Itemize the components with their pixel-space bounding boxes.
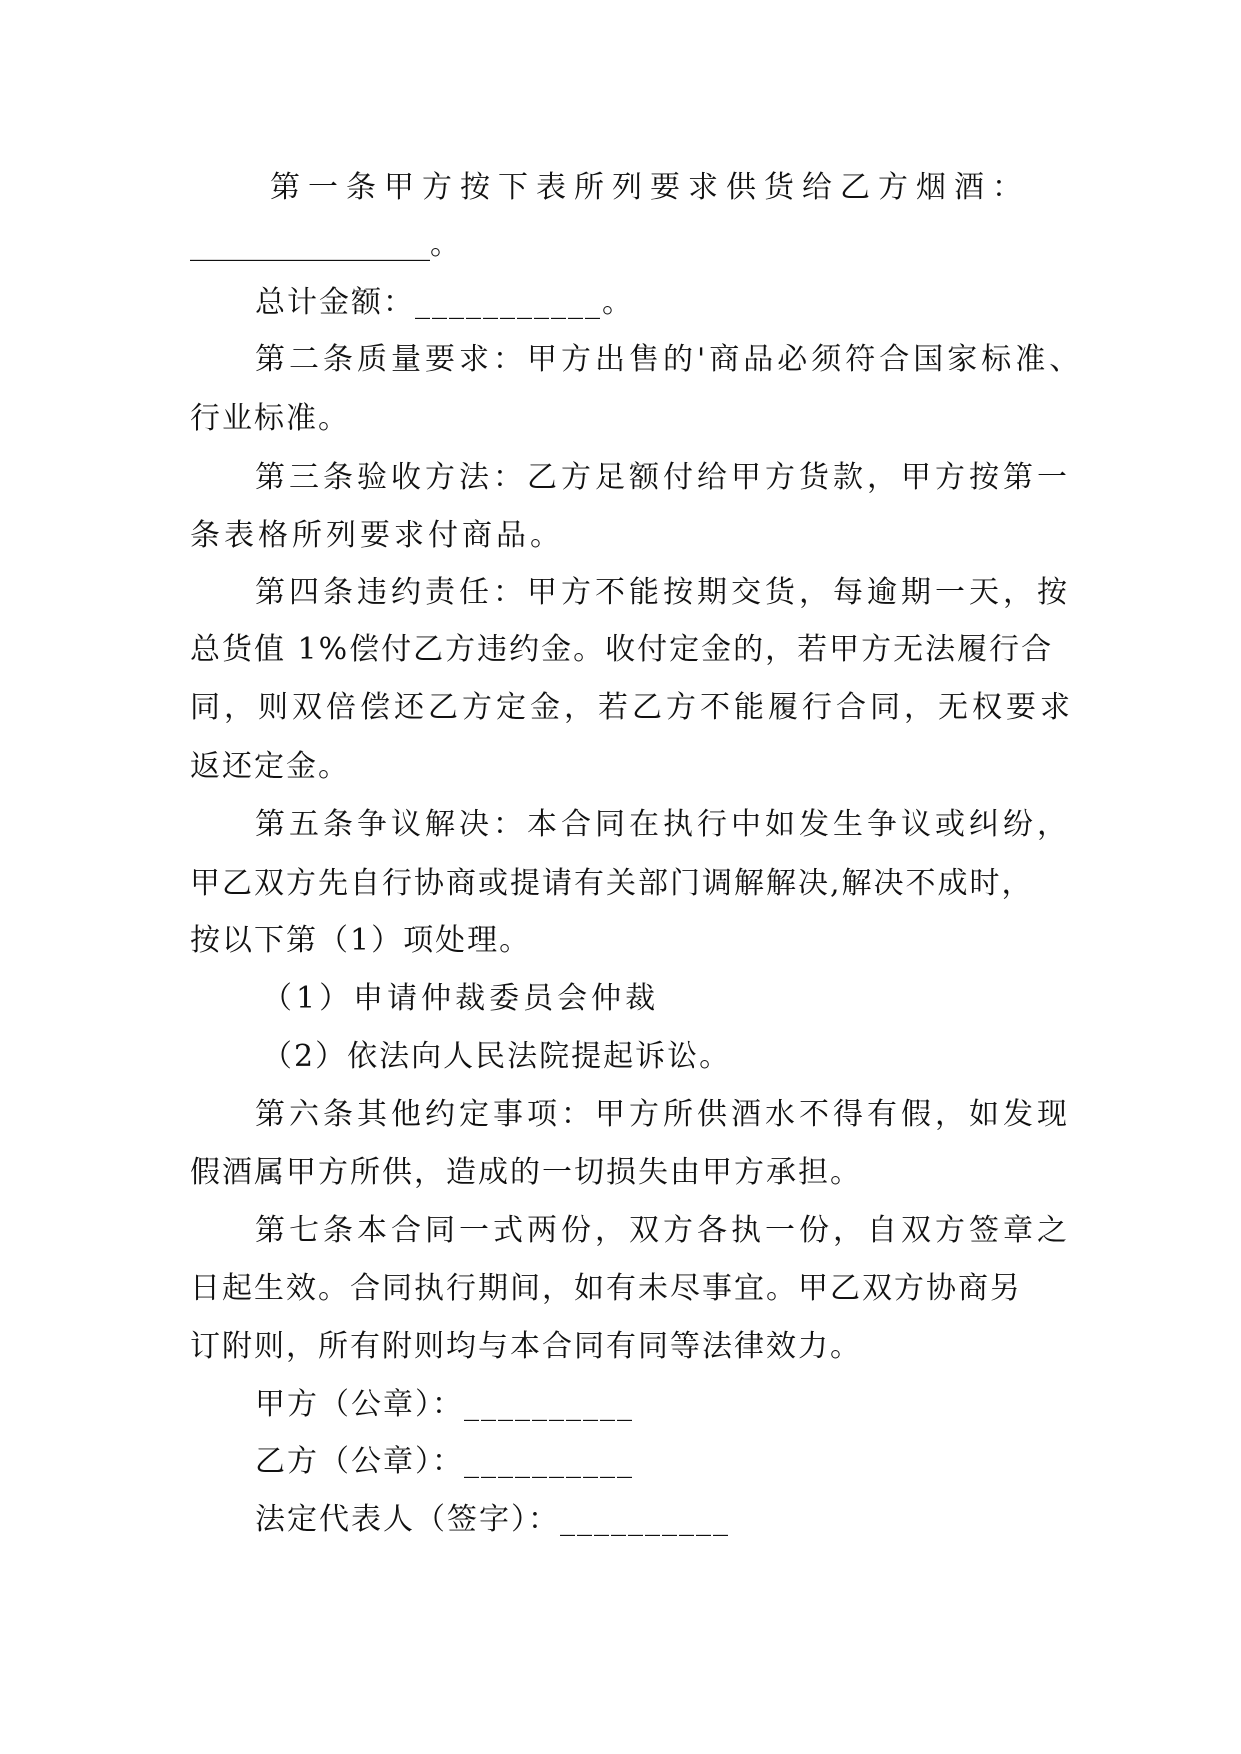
option-2: （2）依法向人民法院提起诉讼。 [262,1039,732,1074]
party-a-seal-line: 甲方（公章）：__________ [255,1387,634,1422]
clause-7-line-3: 订附则，所有附则均与本合同有同等法律效力。 [190,1329,862,1364]
clause-4-line-4: 返还定金。 [190,749,350,784]
clause-4-line-1: 第四条违约责任：甲方不能按期交货，每逾期一天，按 [255,575,1071,610]
clause-3-line-2: 条表格所列要求付商品。 [190,518,564,553]
clause-7-line-2: 日起生效。合同执行期间，如有未尽事宜。甲乙双方协商另 [190,1271,1022,1306]
clause-5-line-3: 按以下第（1）项处理。 [190,923,532,958]
clause-1-blank: ________________。 [190,227,460,262]
clause-7-line-1: 第七条本合同一式两份，双方各执一份，自双方签章之 [255,1213,1071,1248]
clause-6-line-1: 第六条其他约定事项：甲方所供酒水不得有假，如发现 [255,1097,1071,1132]
clause-4-line-2: 总货值 1%偿付乙方违约金。收付定金的，若甲方无法履行合 [190,632,1054,667]
clause-3-line-1: 第三条验收方法：乙方足额付给甲方货款，甲方按第一 [255,460,1071,495]
clause-2-line-1: 第二条质量要求：甲方出售的'商品必须符合国家标准、 [255,342,1084,377]
clause-6-line-2: 假酒属甲方所供，造成的一切损失由甲方承担。 [190,1155,862,1190]
option-1: （1）申请仲裁委员会仲裁 [262,981,660,1016]
clause-5-line-1: 第五条争议解决：本合同在执行中如发生争议或纠纷， [255,807,1071,842]
clause-1-line-1: 第一条甲方按下表所列要求供货给乙方烟酒： [270,170,1030,205]
clause-5-line-2: 甲乙双方先自行协商或提请有关部门调解解决,解决不成时， [190,866,1034,901]
party-b-seal-line: 乙方（公章）：__________ [255,1444,634,1479]
legal-representative-signature-line: 法定代表人（签字）：__________ [255,1502,730,1537]
clause-2-line-2: 行业标准。 [190,401,350,436]
clause-4-line-3: 同，则双倍偿还乙方定金，若乙方不能履行合同，无权要求 [190,690,1074,725]
total-amount-line: 总计金额：___________。 [255,285,634,320]
